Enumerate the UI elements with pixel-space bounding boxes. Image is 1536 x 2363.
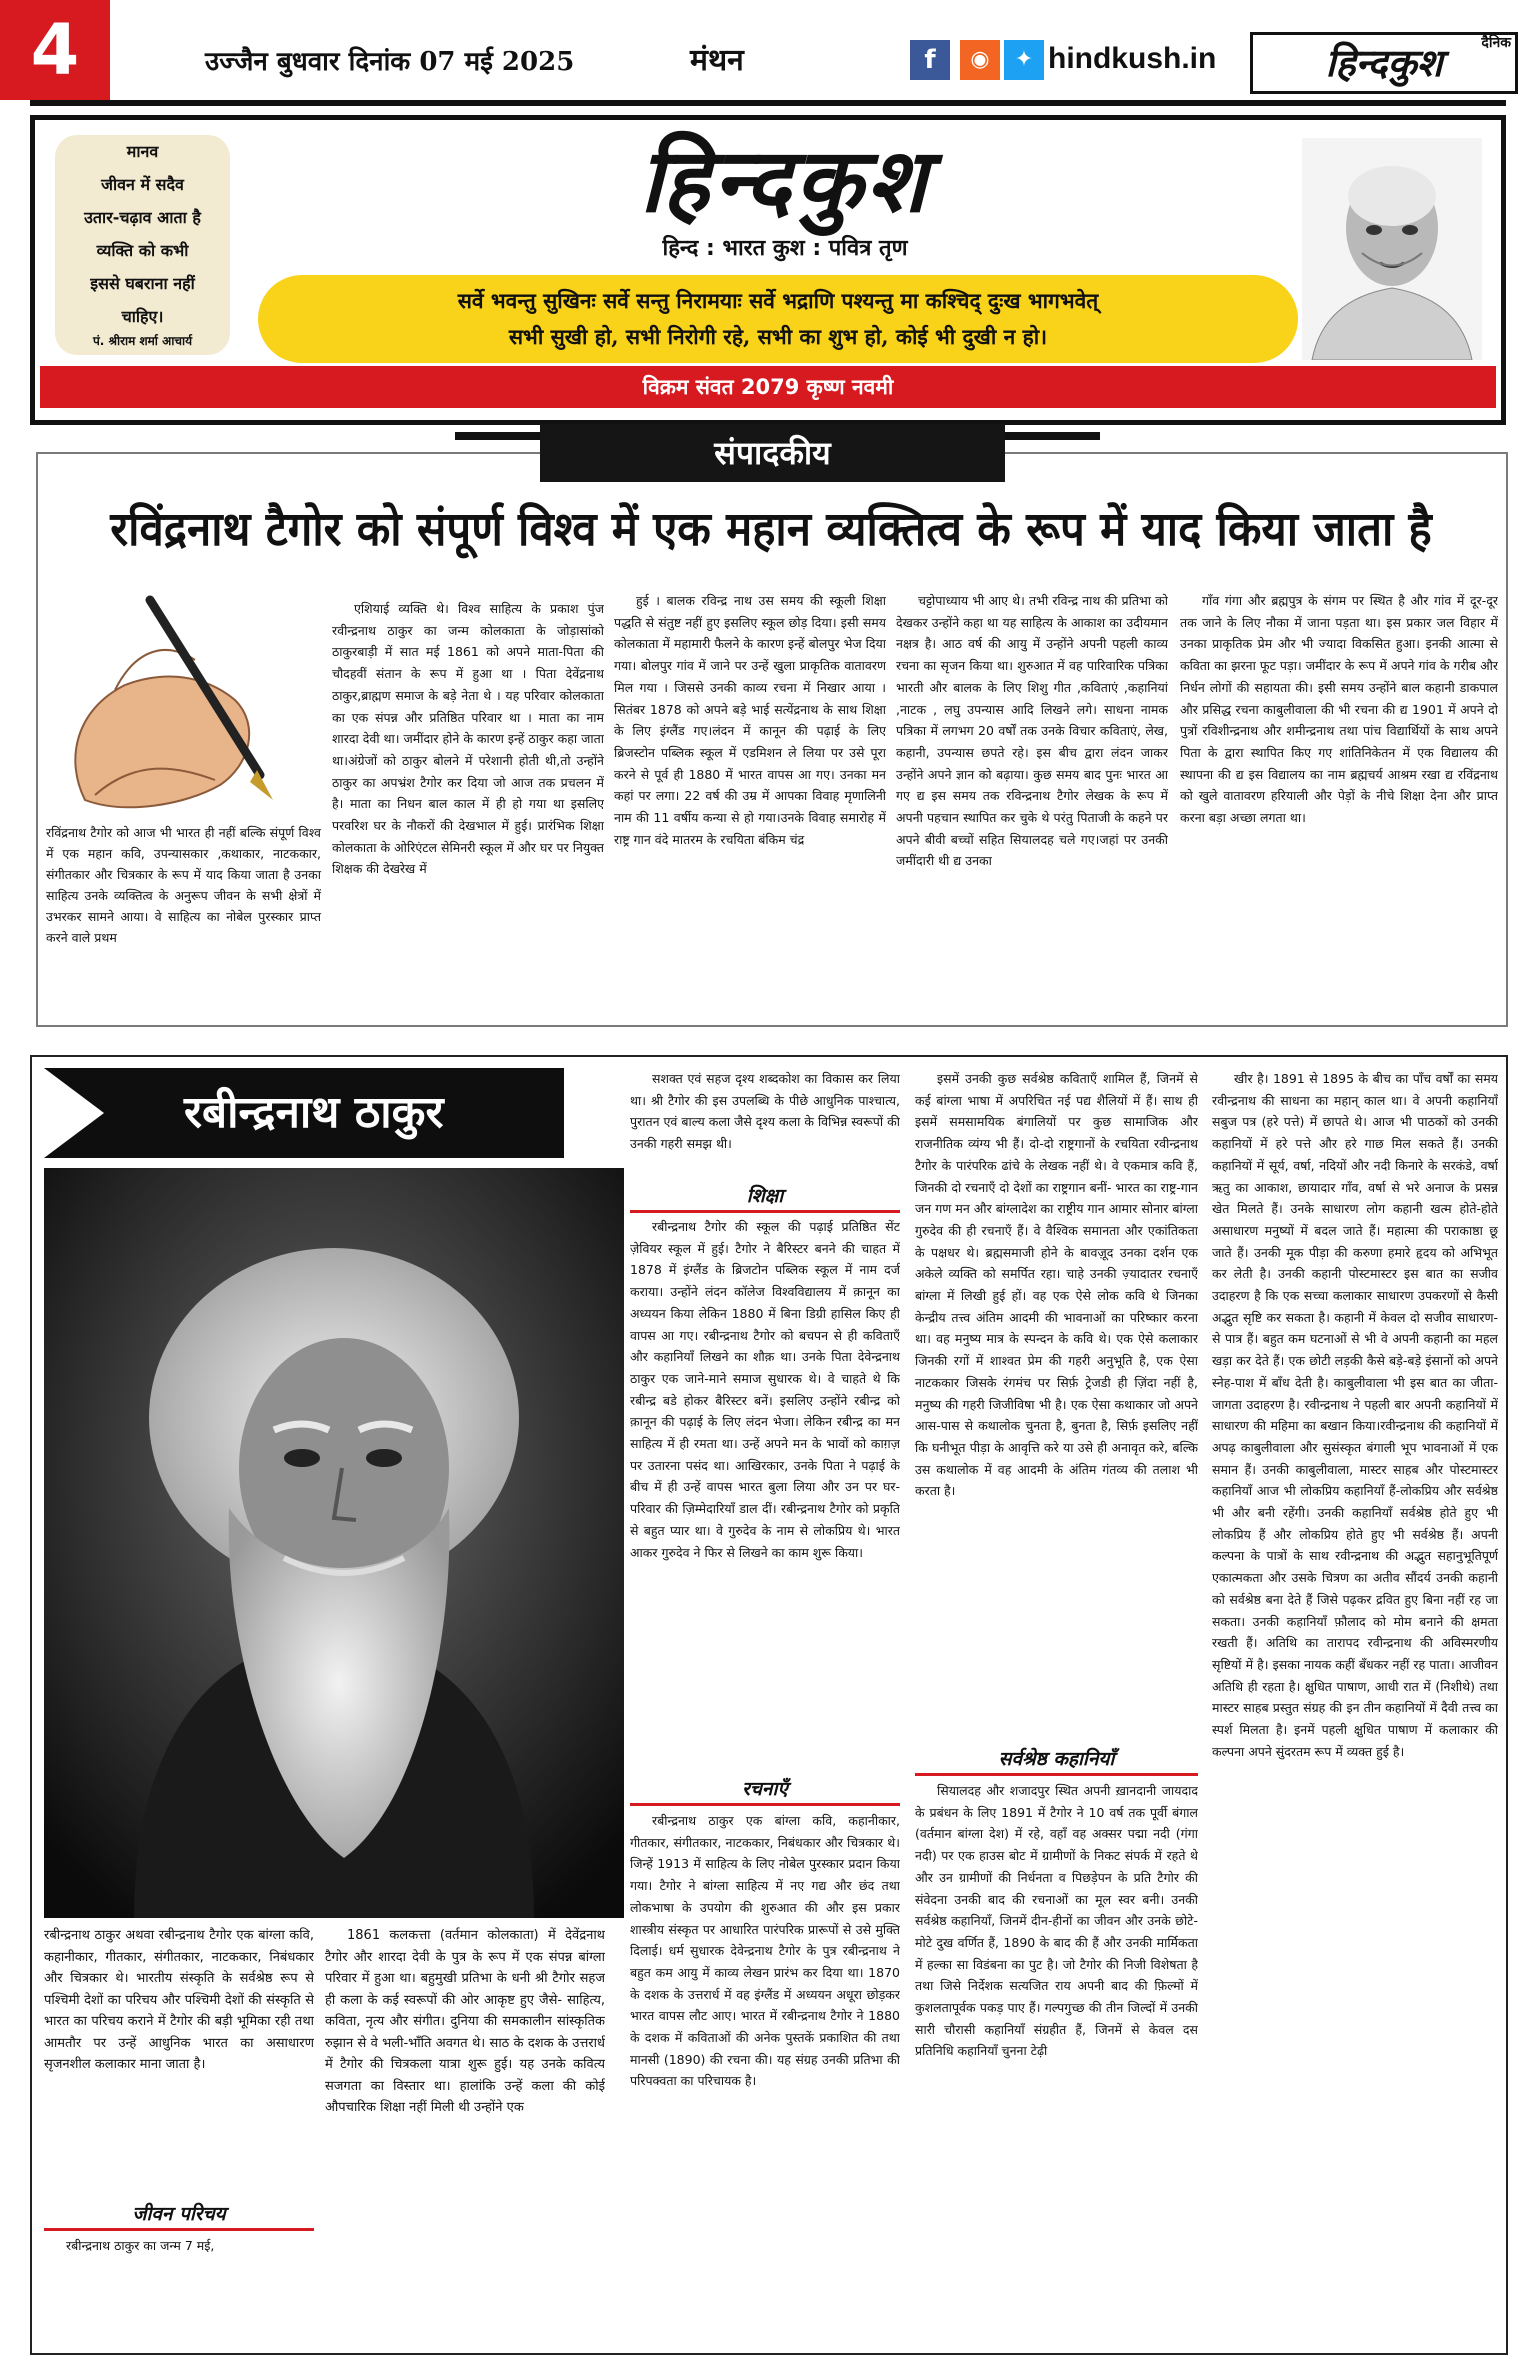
quote-line: उतार-चढ़ाव आता है — [84, 208, 201, 227]
page-number: 4 — [0, 0, 110, 100]
editorial-column-4 — [1180, 590, 1498, 1023]
rss-icon[interactable]: ◉ — [960, 40, 1000, 80]
paragraph: हुई । बालक रविन्द्र नाथ उस समय की स्कूली शिक्षा पद्धति से संतुष्ट नहीं हुए इसलिए स्कूल छोड़ दिया। इसी समय कोलकाता में महामारी फैलने के कारण इन्हें बोलपुर भेज दिया गया। बोलपुर गांव में जाने पर उन्हें खुला प्राकृतिक वातावरण मिल गया । जिससे उनकी काव्य रचना में निखार आया । सितंबर 1878 को अपने बड़े भाई सत्येंद्रनाथ के साथ शिक्षा के लिए इंग्लैंड गए।लंदन में कानून की पढ़ाई के लिए ब्रिजस्टोन पब्लिक स्कूल में एडमिशन ले लिया पर उसे पूरा करने से पूर्व ही 1880 में भारत वापस आ गए। उनका मन कहां पर लगा। 22 वर्ष की उम्र में आपका विवाह मृणालिनी नाम की 11 वर्षीय कन्या से हो गया।उनके विवाह समारोह में राष्ट्र गान वंदे मातरम के रचयिता बंकिम चंद्र — [614, 593, 886, 847]
paragraph: सियालदह और शजादपुर स्थित अपनी ख़ानदानी जायदाद के प्रबंधन के लिए 1891 में टैगोर ने 10 वर्ष तक पूर्वी बंगाल (वर्तमान बांग्ला देश) में रहे, वहाँ वह अक्सर पद्मा नदी (गंगा नदी) पर एक हाउस बोट में ग्रामीणों के निकट संपर्क में रहते थे और उन ग्रामीणों की निर्धनता व पिछड़ेपन के प्रति टैगोर की संवेदना उनकी बाद की रचनाओं का मूल स्वर बनी। उनकी सर्वश्रेष्ठ कहानियाँ, जिनमें दीन-हीनों का जीवन और उनके छोटे-मोटे दुख वर्णित हैं, 1890 के बाद की हैं और उनकी मार्मिकता में हल्का सा विडंबना का पुट है। जो टैगोर की निजी विशेषता है तथा जिसे निर्देशक सत्यजित राय अपनी बाद की फ़िल्मों में कुशलतापूर्वक पकड़ पाए हैं। गल्पगुच्छ की तीन जिल्दों में उनकी सारी चौरासी कहानियाँ संग्रहीत हैं, जिनमें से केवल दस प्रतिनिधि कहानियाँ चुनना टेढ़ी — [915, 1783, 1198, 2059]
paragraph: रबीन्द्रनाथ टैगोर की स्कूल की पढ़ाई प्रतिष्ठित सेंट ज़ेवियर स्कूल में हुई। टैगोर ने बैरिस्टर बनने की चाहत में 1878 में इंग्लैंड के ब्रिजटोन पब्लिक स्कूल में नाम दर्ज कराया। उन्होंने लंदन कॉलेज विश्वविद्यालय में क़ानून का अध्ययन किया लेकिन 1880 में बिना डिग्री हासिल किए ही वापस आ गए। रबीन्द्रनाथ टैगोर को बचपन से ही कविताएँ और कहानियाँ लिखने का शौक़ था। उनके पिता देवेन्द्रनाथ ठाकुर एक जाने-माने समाज सुधारक थे। वे चाहते थे कि रबीन्द्र बडे होकर बैरिस्टर बनें। इसलिए उन्होंने रबीन्द्र को क़ानून की पढ़ाई के लिए लंदन भेजा। लेकिन रबीन्द्र का मन साहित्य में ही रमता था। उन्हें अपने मन के भावों को काग़ज़ पर उतारना पसंद था। आखिरकार, उनके पिता ने पढ़ाई के बीच में ही उन्हें वापस भारत बुला लिया और उन पर घर-परिवार की ज़िम्मेदारियाँ डाल दीं। रबीन्द्रनाथ टैगोर को प्रकृति से बहुत प्यार था। वे गुरुदेव के नाम से लोकप्रिय थे। भारत आकर गुरुदेव ने फिर से लिखने का काम शुरू किया। — [630, 1219, 900, 1560]
photo-caption: रबीन्द्रनाथ ठाकुर अथवा रबीन्द्रनाथ टैगोर एक बांग्ला कवि, कहानीकार, गीतकार, संगीतकार, नाटककार, निबंधकार और चित्रकार थे। भारतीय संस्कृति के सर्वश्रेष्ठ रूप से पश्चिमी देशों का परिचय और पश्चिमी देशों की संस्कृति से भारत का परिचय कराने में टैगोर की बड़ी भूमिका रही तथा आमतौर पर उन्हें आधुनिक भारत का असाधारण सृजनशील कलाकार माना जाता है। — [44, 1928, 314, 2072]
editorial-lede: रविंद्रनाथ टैगोर को आज भी भारत ही नहीं बल्कि संपूर्ण विश्व में एक महान कवि, उपन्यासकार ,कथाकार, नाटककार, संगीतकार और चित्रकार के रूप में याद किया जाता है उनका साहित्य उनके व्यक्तित्व के अनुरूप जीवन के सभी क्षेत्रों में उभरकर सामने आया। वे साहित्य का नोबेल पुरस्कार प्राप्त करने वाले प्रथम — [46, 825, 321, 945]
feature-title: रबीन्द्रनाथ ठाकुर — [44, 1068, 564, 1158]
writing-hand-illustration — [45, 590, 315, 820]
logo-name: हिन्दकुश — [1325, 40, 1443, 85]
founder-portrait — [1302, 138, 1482, 360]
feature-column-3-top — [630, 1068, 900, 1178]
section-name: मंथन — [690, 43, 744, 78]
subhead-rachnayen: रचनाएँ — [630, 1775, 900, 1806]
masthead-meaning: हिन्द : भारत कुश : पवित्र तृण — [662, 236, 908, 261]
jeevan-text — [44, 2235, 314, 2295]
top-logo — [1250, 32, 1518, 94]
quote-line: चाहिए। — [121, 307, 164, 326]
editorial-label: संपादकीय — [540, 424, 1005, 482]
paragraph: चट्टोपाध्याय भी आए थे। तभी रविन्द्र नाथ की प्रतिभा को देखकर उन्होंने कहा था यह साहित्य के आकाश का उदीयमान नक्षत्र है। आठ वर्ष की आयु में उन्होंने अपनी पहली काव्य रचना का सृजन किया था। शुरुआत में वह पारिवारिक पत्रिका भारती और बालक के लिए शिशु गीत ,कविताएं ,कहानियां ,नाटक , लघु उपन्यास आदि लिखने लगे। साधना नामक पत्रिका में लगभग 20 वर्षों तक उनके विचार कविताएं, लेख, कहानी, उपन्यास छपते रहे। इस बीच द्वारा लंदन जाकर उन्होंने अपने ज्ञान को बढ़ाया। कुछ समय बाद पुनः भारत आ गए द्य इस समय तक रविन्द्रनाथ टैगोर लेखक के रूप में अपनी पहचान स्थापित कर चुके थे परंतु पिताजी के कहने पर अपने बीवी बच्चों सहित सियालदह चले गए।जहां पर उनकी जमींदारी थी द्य उनका — [896, 593, 1168, 869]
mantra-banner — [258, 275, 1298, 363]
paragraph: गाँव गंगा और ब्रह्मपुत्र के संगम पर स्थित है और गांव में दूर-दूर तक जाने के लिए नौका में जाना पड़ता था। इस प्रकार जल विहार में उनका प्राकृतिक प्रेम और भी ज्यादा विकसित हुआ। इनकी आत्मा से कविता का झरना फूट पड़ा। जमींदार के रूप में अपने गांव के गरीब और निर्धन लोगों की सहायता की। इसी समय उन्होंने बाल कहानी डाकपाल और प्रसिद्ध रचना काबुलीवाला की भी रचना की द्य 1901 में अपने दो पुत्रों रविशीन्द्रनाथ और शमीन्द्रनाथ तथा पांच विद्यार्थियों के साथ अपने पिता के द्वारा स्थापित किए गए शांतिनिकेतन में एक विद्यालय की स्थापना की द्य इस विद्यालय का नाम ब्रह्मचर्य आश्रम रखा द्य रविंद्रनाथ को खुले वातावरण हरियाली और पेड़ों के नीचे शिक्षा देना और प्राप्त करना बड़ा अच्छा लगता था। — [1180, 593, 1498, 826]
quote-box — [55, 135, 230, 355]
logo-tag: दैनिक — [1481, 35, 1511, 51]
subhead-jeevan: जीवन परिचय — [44, 2200, 314, 2231]
masthead-title: हिन्दकुश — [639, 128, 931, 232]
editorial-column-1 — [332, 598, 604, 1023]
quote-line: व्यक्ति को कभी — [96, 241, 189, 260]
quote-author: पं. श्रीराम शर्मा आचार्य — [92, 334, 193, 348]
paragraph: एशियाई व्यक्ति थे। विश्व साहित्य के प्रकाश पुंज रवीन्द्रनाथ ठाकुर का जन्म कोलकाता के जोड़ासांको ठाकुरबाड़ी में सात मई 1861 को अपने माता-पिता की चौदहवीं संतान के रूप में हुआ था । पिता देवेंद्रनाथ ठाकुर,ब्राह्मण समाज के बड़े नेता थे । यह परिवार कोलकाता का एक संपन्न और प्रतिष्ठित परिवार था । माता का नाम शारदा देवी था। जमींदार होने के कारण इन्हें ठाकुर कहा जाता था।अंग्रेजों को ठाकुर बोलने में परेशानी होती थी,तो उन्होंने ठाकुर का अपभ्रंश टैगोर कर दिया जो आज तक प्रचलन में है। माता का निधन बाल काल में ही हो गया था इसलिए परवरिश घर के नौकरों की देखभाल में हुई। प्रारंभिक शिक्षा कोलकाता के ओरिएंटल सेमिनरी स्कूल में और घर पर नियुक्त शिक्षक की देखरेख में — [332, 601, 604, 877]
paragraph: रबीन्द्रनाथ ठाकुर एक बांग्ला कवि, कहानीकार, गीतकार, संगीतकार, नाटककार, निबंधकार और चित्रकार थे। जिन्हें 1913 में साहित्य के लिए नोबेल पुरस्कार प्रदान किया गया। टैगोर ने बांग्ला साहित्य में नए गद्य और छंद तथा लोकभाषा के उपयोग की शुरुआत की और इस प्रकार शास्त्रीय संस्कृत पर आधारित पारंपरिक प्रारूपों से उसे मुक्ति दिलाई। धर्म सुधारक देवेन्द्रनाथ टैगोर के पुत्र रबीन्द्रनाथ ने बहुत कम आयु में काव्य लेखन प्रारंभ कर दिया था। 1870 के दशक के उत्तरार्ध में वह इंग्लैंड में अध्ययन अधूरा छोड़कर भारत वापस लौट आए। भारत में रबीन्द्रनाथ टैगोर ने 1880 के दशक में कविताओं की अनेक पुस्तकें प्रकाशित की तथा मानसी (1890) की रचना की। यह संग्रह उनकी प्रतिभा की परिपक्वता का परिचायक है। — [630, 1813, 900, 2089]
feature-column-4-top — [915, 1068, 1198, 1733]
feature-column-2 — [325, 1925, 605, 2345]
subhead-kahaniyan: सर्वश्रेष्ठ कहानियाँ — [915, 1745, 1198, 1776]
paragraph: खीर है। 1891 से 1895 के बीच का पाँच वर्षों का समय रवीन्द्रनाथ की साधना का महान् काल था। वे अपनी कहानियाँ सबुज पत्र (हरे पत्ते) में छापते थे। आज भी पाठकों को उनकी कहानियों में हरे पत्ते और हरे गाछ मिल सकते हैं। उनकी कहानियों में सूर्य, वर्षा, नदियों और नदी किनारे के सरकंडे, वर्षा ऋतु का आकाश, छायादार गाँव, वर्षा से भरे अनाज के प्रसन्न खेत मिलते हैं। उनके साधारण लोग कहानी खत्म होते-होते असाधारण मनुष्यों में बदल जाते हैं। महात्मा की पराकाष्ठा छू जाते हैं। उनकी मूक पीड़ा की करुणा हमारे हृदय को अभिभूत कर लेती है। उनकी कहानी पोस्टमास्टर इस बात का सजीव उदाहरण है कि एक सच्चा कलाकार साधारण उपकरणों से कैसी अद्भुत सृष्टि कर सकता है। कहानी में केवल दो सजीव साधारण-से पात्र हैं। बहुत कम घटनाओं से भी वे अपनी कहानी का महल खड़ा कर देते हैं। एक छोटी लड़की कैसे बड़े-बड़े इंसानों को अपने स्नेह-पाश में बाँध देती है। काबुलीवाला भी इस बात का जीता-जागता उदाहरण है। रवीन्द्रनाथ ने पहली बार अपनी कहानियों में साधारण की महिमा का बखान किया।रवीन्द्रनाथ की कहानियों में अपढ़ काबुलीवाला और सुसंस्कृत बंगाली भूप भावनाओं में एक समान हैं। उनकी काबुलीवाला, मास्टर साहब और पोस्टमास्टर कहानियाँ आज भी लोकप्रिय कहानियाँ हैं-लोकप्रिय और सर्वश्रेष्ठ भी और बनी रहेंगी। उनकी कहानियाँ सर्वश्रेष्ठ होते हुए भी लोकप्रिय हैं और लोकप्रिय होते हुए भी सर्वश्रेष्ठ हैं। अपनी कल्पना के पात्रों के साथ रवीन्द्रनाथ की अद्भुत सहानुभूतिपूर्ण एकात्मकता और उसके चित्रण का अतीव सौंदर्य उनकी कहानी को सर्वश्रेष्ठ बना देते हैं जिसे पढ़कर द्रवित हुए बिना नहीं रह जा सकता। उनकी कहानियाँ फ़ौलाद को मोम बनाने की क्षमता रखती हैं। अतिथि का तारापद रवीन्द्रनाथ की अविस्मरणीय सृष्टियों में है। इसका नायक कहीं बँधकर नहीं रह पाता। आजीवन अतिथि ही रहता है। क्षुधित पाषाण, आधी रात में (निशीथे) तथा मास्टर साहब प्रस्तुत संग्रह की इन तीन कहानियों में दैवी तत्त्व का स्पर्श मिलता है। इनमें पहली क्षुधित पाषाण में कलाकार की कल्पना अपने सुंदरतम रूप में व्यक्त हुई है। — [1212, 1071, 1498, 1759]
date-line: उज्जैन बुधवार दिनांक 07 मई 2025 — [205, 47, 575, 77]
facebook-icon[interactable]: f — [910, 40, 950, 80]
paragraph: सशक्त एवं सहज दृश्य शब्दकोश का विकास कर लिया था। श्री टैगोर की इस उपलब्धि के पीछे आधुनिक पाश्चात्य, पुरातन एवं बाल्य कला जैसे दृश्य कला के विभिन्न स्वरूपों की उनकी गहरी समझ थी। — [630, 1071, 900, 1152]
paragraph: 1861 कलकत्ता (वर्तमान कोलकाता) में देवेंद्रनाथ टैगोर और शारदा देवी के पुत्र के रूप में एक संपन्न बांग्ला परिवार में हुआ था। बहुमुखी प्रतिभा के धनी श्री टैगोर सहज ही कला के कई स्वरूपों की ओर आकृष्ट हुए जैसे- साहित्य, कविता, नृत्य और संगीत। दुनिया की समकालीन सांस्कृतिक रुझान से वे भली-भाँति अवगत थे। साठ के दशक के उत्तरार्ध में टैगोर की चित्रकला यात्रा शुरू हुई। यह उनके कवित्य सजगता का विस्तार था। हालांकि उन्हें कला की कोई औपचारिक शिक्षा नहीं मिली थी उन्होंने एक — [325, 1928, 605, 2115]
top-rule — [30, 100, 1506, 106]
shiksha-text — [630, 1216, 900, 1766]
twitter-icon[interactable]: ✦ — [1004, 40, 1044, 80]
vikram-samvat-bar: विक्रम संवत 2079 कृष्ण नवमी — [40, 366, 1496, 408]
paragraph: रबीन्द्रनाथ ठाकुर का जन्म 7 मई, — [66, 2238, 215, 2253]
editorial-headline: रविंद्रनाथ टैगोर को संपूर्ण विश्व में एक महान व्यक्तित्व के रूप में याद किया जाता है — [110, 502, 1432, 557]
tagore-portrait — [44, 1168, 624, 1918]
banner-arrow-icon — [44, 1068, 104, 1158]
kahaniyan-text — [915, 1780, 1198, 2350]
mantra-line-hindi: सभी सुखी हो, सभी निरोगी रहे, सभी का शुभ हो, कोई भी दुखी न हो। — [508, 324, 1048, 349]
quote-line: इससे घबराना नहीं — [90, 274, 195, 293]
subhead-shiksha: शिक्षा — [630, 1182, 900, 1213]
paragraph: इसमें उनकी कुछ सर्वश्रेष्ठ कविताएँ शामिल हैं, जिनमें से कई बांग्ला भाषा में अपरिचित नई पद्य शैलियों में हैं। साथ ही इसमें समसामयिक बंगालियों पर कुछ सामाजिक और राजनीतिक व्यंग्य भी हैं। दो-दो राष्ट्रगानों के रचयिता रवीन्द्रनाथ टैगोर के पारंपरिक ढांचे के लेखक नहीं थे। वे एकमात्र कवि हैं, जिनकी दो रचनाएँ दो देशों का राष्ट्रगान बनीं- भारत का राष्ट्र-गान जन गण मन और बांग्लादेश का राष्ट्रीय गान आमार सोनार बांग्ला गुरुदेव की ही रचनाएँ हैं। वे वैश्विक समानता और एकांतिकता के पक्षधर थे। ब्रह्मसमाजी होने के बावज़ूद उनका दर्शन एक अकेले व्यक्ति को समर्पित रहा। चाहे उनकी ज़्यादातर रचनाएँ बांग्ला में लिखी हुई हों। वह एक ऐसे लोक कवि थे जिनका केन्द्रीय तत्त्व अंतिम आदमी की भावनाओं का परिष्कार करना था। वह मनुष्य मात्र के स्पन्दन के कवि थे। एक ऐसे कलाकार जिनकी रगों में शाश्वत प्रेम की गहरी अनुभूति है, एक ऐसा नाटककार जिसके रंगमंच पर सिर्फ़ ट्रेजडी ही ज़िंदा नहीं है, मनुष्य की गहरी जिजीविषा भी है। एक ऐसा कथाकार जो अपने आस-पास से कथालोक चुनता है, बुनता है, सिर्फ़ इसलिए नहीं कि घनीभूत पीड़ा के आवृत्ति करे या उसे ही अनावृत करे, बल्कि उस कथालोक में वह आदमी के अंतिम गंतव्य की तलाश भी करता है। — [915, 1071, 1198, 1499]
rachnayen-text — [630, 1810, 900, 2350]
quote-line: मानव — [126, 142, 159, 161]
editorial-column-2 — [614, 590, 886, 1023]
quote-line: जीवन में सदैव — [101, 175, 184, 194]
feature-column-5 — [1212, 1068, 1498, 2348]
mantra-line-sanskrit: सर्वे भवन्तु सुखिनः सर्वे सन्तु निरामयाः सर्वे भद्राणि पश्यन्तु मा कश्चिद् दुःख भागभवेत् — [457, 288, 1099, 313]
editorial-column-3 — [896, 590, 1168, 1023]
website-link[interactable]: hindkush.in — [1048, 42, 1217, 75]
